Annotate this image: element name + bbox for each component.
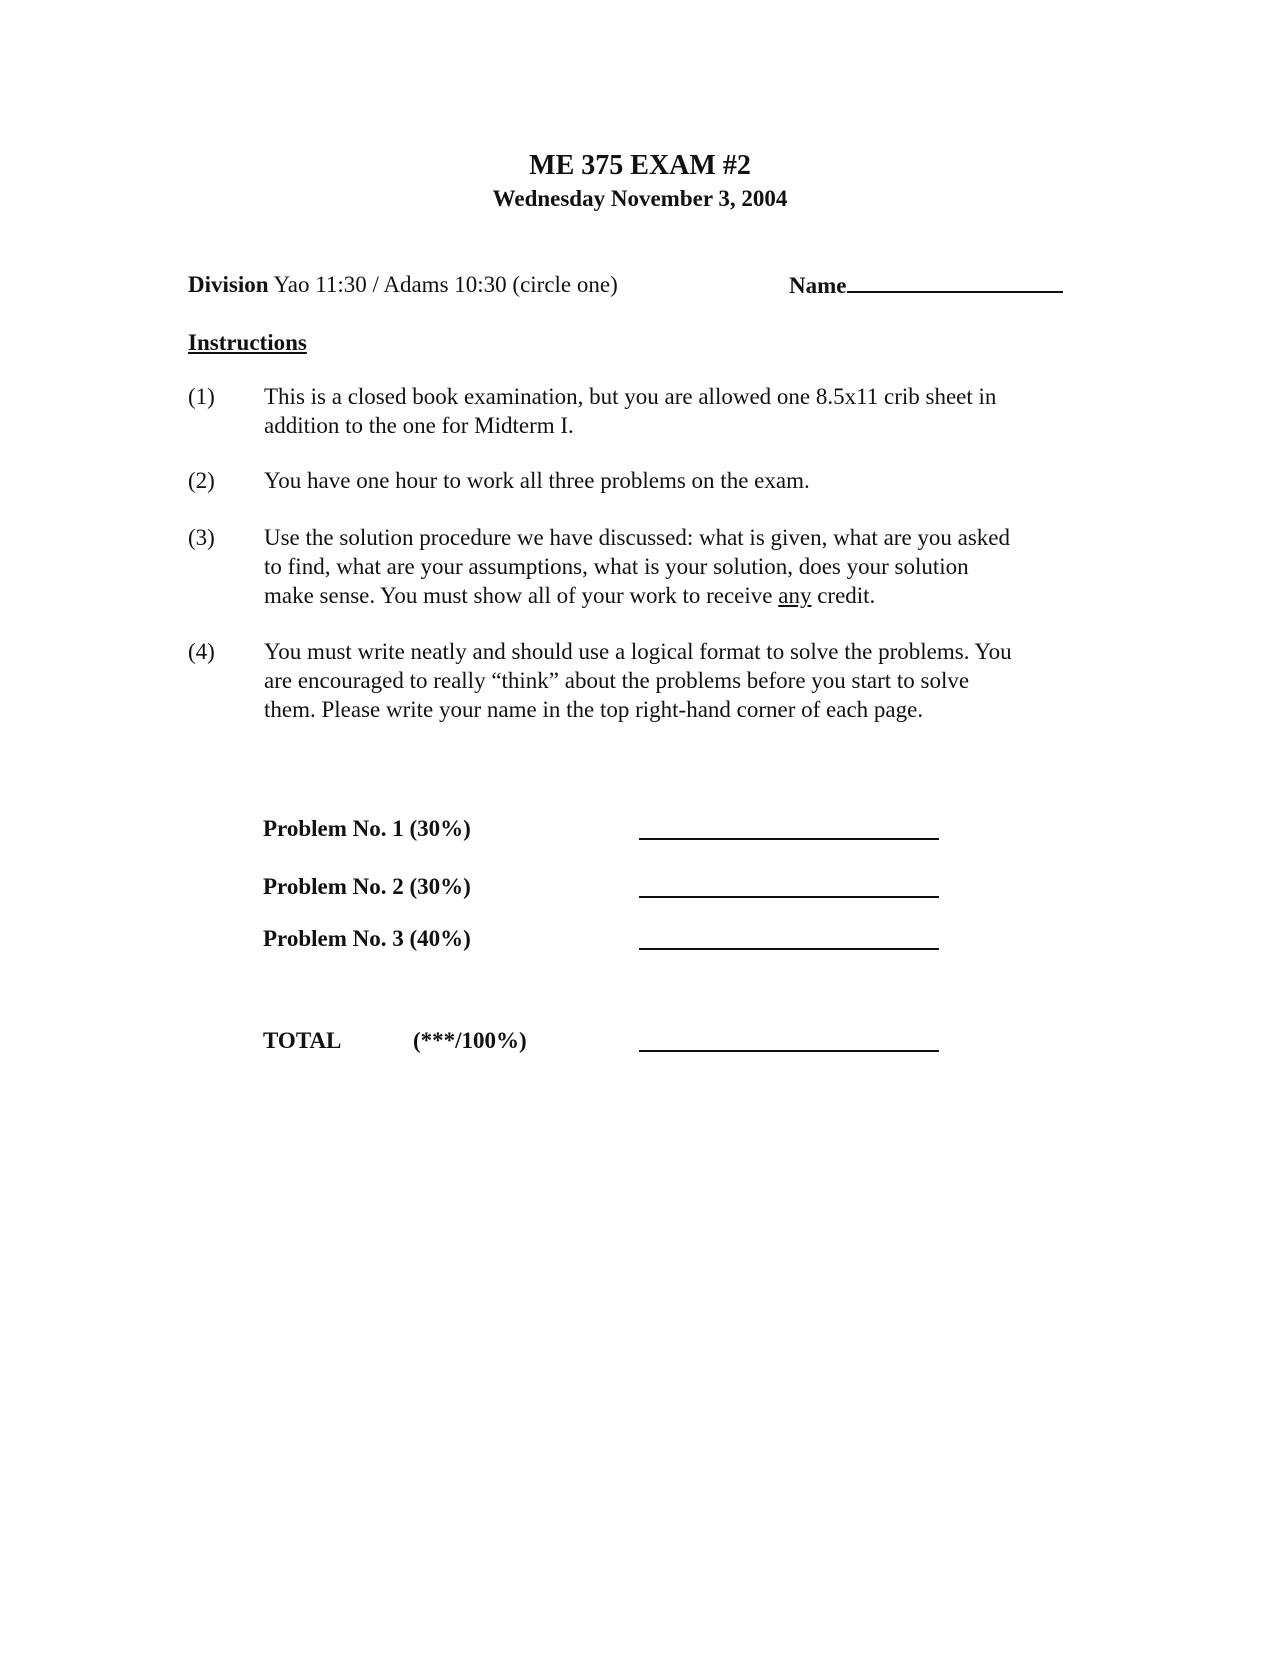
instruction-number: (1)	[188, 384, 215, 409]
emphasis-any: any	[778, 583, 812, 608]
name-blank-line	[847, 271, 1063, 293]
instruction-line-part: credit.	[811, 583, 876, 608]
division-line	[188, 271, 618, 299]
instructions-heading: Instructions	[188, 330, 307, 355]
division-label: Division	[188, 272, 269, 297]
instruction-line: to find, what are your assumptions, what is your solution, does your solution	[264, 554, 969, 579]
instruction-number: (2)	[188, 468, 215, 493]
problem-3-score-line	[639, 948, 939, 950]
instruction-text	[264, 466, 1104, 495]
total-label: TOTAL	[263, 1028, 342, 1053]
instruction-text	[264, 637, 1104, 724]
instruction-line: You must write neatly and should use a logical format to solve the problems. You	[264, 639, 1012, 664]
problem-2-score-line	[639, 896, 939, 898]
exam-date: Wednesday November 3, 2004	[492, 186, 788, 211]
instruction-number: (4)	[188, 639, 215, 664]
instruction-line-part: make sense. You must show all of your work to receive	[264, 583, 779, 608]
instruction-line	[264, 581, 1104, 610]
instruction-line: This is a closed book examination, but you are allowed one 8.5x11 crib sheet in	[264, 384, 997, 409]
problem-3-label: Problem No. 3 (40%)	[263, 926, 471, 951]
total-percent: (***/100%)	[413, 1028, 527, 1053]
instruction-number: (3)	[188, 525, 215, 550]
instruction-line: them. Please write your name in the top right-hand corner of each page.	[264, 697, 924, 722]
instruction-line: Use the solution procedure we have discussed: what is given, what are you asked	[264, 525, 1011, 550]
instruction-line: You have one hour to work all three problems on the exam.	[264, 468, 810, 493]
instruction-line: addition to the one for Midterm I.	[264, 413, 574, 438]
total-score-line	[639, 1050, 939, 1052]
problem-1-label: Problem No. 1 (30%)	[263, 816, 471, 841]
instruction-line: are encouraged to really “think” about the problems before you start to solve	[264, 668, 970, 693]
problem-1-score-line	[639, 838, 939, 840]
division-options: Yao 11:30 / Adams 10:30 (circle one)	[273, 272, 618, 297]
name-label: Name	[789, 273, 847, 298]
instruction-text	[264, 382, 1104, 440]
instruction-text	[264, 523, 1104, 610]
problem-2-label: Problem No. 2 (30%)	[263, 874, 471, 899]
exam-title: ME 375 EXAM #2	[529, 150, 751, 181]
name-field	[789, 271, 1063, 300]
